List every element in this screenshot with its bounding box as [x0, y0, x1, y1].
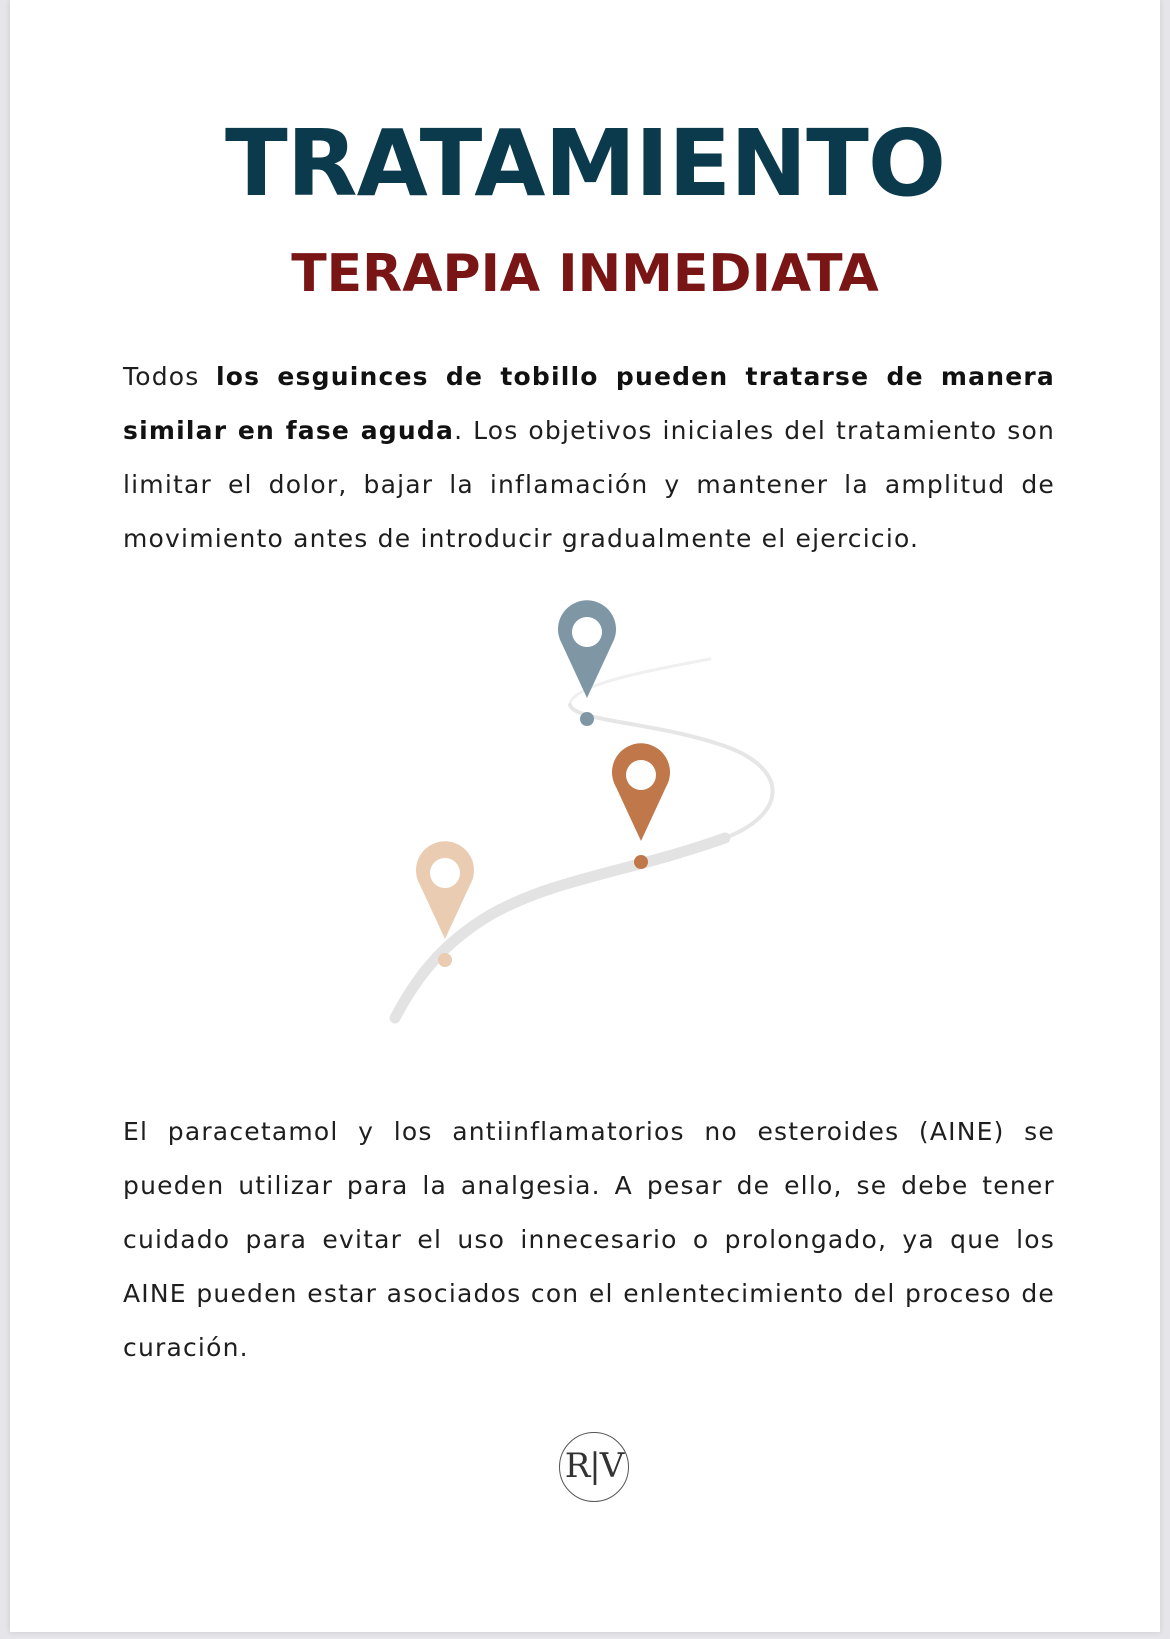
- intro-rest: . Los objetivos iniciales del tratamiento son limitar el dolor, bajar la inflamación y mantener la amplitud de movimiento antes de introducir gradualmente el ejercicio.: [123, 416, 1055, 553]
- pin-bottom-dot: [438, 953, 452, 967]
- pin-top-marker: [558, 600, 616, 698]
- map-pin-icon: [612, 743, 670, 869]
- page: [10, 0, 1160, 1632]
- pin-middle-dot: [634, 855, 648, 869]
- page-subtitle: TERAPIA INMEDIATA: [291, 244, 879, 304]
- pin-middle-marker: [612, 743, 670, 841]
- road-illustration: [10, 0, 1160, 1632]
- pin-top-hole: [572, 617, 602, 647]
- map-pin-icon: [558, 600, 616, 726]
- pin-bottom-hole: [430, 858, 460, 888]
- pin-bottom-marker: [416, 841, 474, 939]
- pin-middle-hole: [626, 760, 656, 790]
- rv-logo: R|V: [559, 1432, 629, 1502]
- intro-bold-text: los esguinces de tobillo pueden tratarse de manera similar en fase aguda: [123, 362, 1056, 445]
- intro-lead: Todos: [123, 362, 216, 391]
- analgesia-paragraph: El paracetamol y los antiinflamatorios no esteroides (AINE) se pueden utilizar para la analgesia. A pesar de ello, se debe tener cuidado para evitar el uso innecesario o prolongado, ya que los AINE pueden estar asociados con el enlentecimiento del proceso de curación.: [123, 1117, 1055, 1362]
- road-upper-section: [570, 705, 773, 838]
- pin-top-dot: [580, 712, 594, 726]
- page-title: TRATAMIENTO: [224, 110, 946, 217]
